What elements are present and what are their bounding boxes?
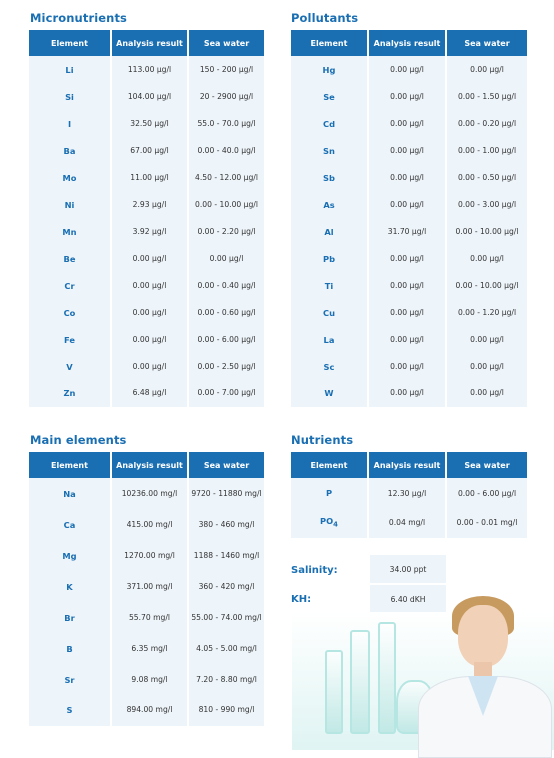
element-symbol-text: B [66,643,73,654]
analysis-result-cell: 9.08 mg/l [112,664,187,695]
table-row [29,218,264,245]
pollutants-table [289,30,529,407]
analysis-result-cell: 0.00 µg/l [112,353,187,380]
header-analysis-result: Analysis result [112,30,187,56]
table-row [29,245,264,272]
element-symbol [29,83,110,110]
element-symbol [291,380,367,407]
element-symbol-text: Sb [323,172,335,183]
analysis-result-cell: 0.00 µg/l [112,299,187,326]
element-symbol [29,137,110,164]
analysis-result-cell: 12.30 µg/l [369,478,445,508]
table-row [29,191,264,218]
sea-water-cell: 0.00 µg/l [447,326,527,353]
sea-water-cell: 380 - 460 mg/l [189,509,264,540]
element-symbol [291,353,367,380]
element-symbol [29,164,110,191]
table-row [291,56,527,83]
element-symbol [29,478,110,509]
element-subscript: 4 [333,520,338,529]
sea-water-cell: 0.00 - 0.01 mg/l [447,508,527,538]
element-symbol-text: S [66,704,73,715]
sea-water-cell: 0.00 - 0.60 µg/l [189,299,264,326]
table-row [291,299,527,326]
salinity-label: Salinity: [291,565,338,576]
sea-water-cell: 0.00 - 7.00 µg/l [189,380,264,407]
kh-label: KH: [291,594,312,605]
element-symbol-text: Be [63,253,76,264]
element-symbol [291,191,367,218]
analysis-result-cell: 0.00 µg/l [112,326,187,353]
element-symbol-text: Cd [322,118,336,129]
element-symbol-text: Li [65,64,74,75]
main-elements-title: Main elements [30,433,127,447]
element-symbol [291,245,367,272]
sea-water-cell: 4.50 - 12.00 µg/l [189,164,264,191]
sea-water-cell: 7.20 - 8.80 mg/l [189,664,264,695]
sea-water-cell: 0.00 - 0.50 µg/l [447,164,527,191]
analysis-result-cell: 55.70 mg/l [112,602,187,633]
element-symbol-text: Mn [62,226,77,237]
element-symbol-text: Ca [63,519,76,530]
table-row [29,695,264,726]
element-symbol-text: Fe [64,334,75,345]
sea-water-cell: 0.00 - 6.00 µg/l [447,478,527,508]
table-row [29,56,264,83]
analysis-result-cell: 3.92 µg/l [112,218,187,245]
header-analysis-result: Analysis result [369,452,445,478]
table-row [291,137,527,164]
test-tube-1 [325,650,343,734]
sea-water-cell: 55.0 - 70.0 µg/l [189,110,264,137]
sea-water-cell: 0.00 - 1.50 µg/l [447,83,527,110]
element-symbol [29,218,110,245]
element-symbol [29,664,110,695]
analysis-result-cell: 6.35 mg/l [112,633,187,664]
analysis-result-cell: 0.00 µg/l [369,83,445,110]
table-row [29,272,264,299]
element-symbol-text: Mg [62,550,77,561]
sea-water-cell: 0.00 µg/l [447,245,527,272]
element-symbol-text: Se [323,91,335,102]
element-symbol-text: Na [63,488,76,499]
element-symbol-text: Ba [63,145,76,156]
sea-water-cell: 0.00 - 6.00 µg/l [189,326,264,353]
analysis-result-cell: 0.00 µg/l [369,245,445,272]
element-symbol [291,272,367,299]
sea-water-cell: 20 - 2900 µg/l [189,83,264,110]
sea-water-cell: 0.00 µg/l [189,245,264,272]
salinity-value: 34.00 ppt [370,555,446,583]
table-row [291,380,527,407]
element-symbol-text: K [66,581,73,592]
element-symbol-text: I [67,118,72,129]
analysis-result-cell: 0.00 µg/l [369,164,445,191]
element-symbol-text: Zn [63,387,76,398]
table-row [29,326,264,353]
header-element: Element [291,30,367,56]
header-sea-water: Sea water [189,452,264,478]
element-symbol-text: As [323,199,335,210]
element-symbol-text: Sn [323,145,335,156]
analysis-result-cell: 0.00 µg/l [369,137,445,164]
sea-water-cell: 55.00 - 74.00 mg/l [189,602,264,633]
micronutrients-title: Micronutrients [30,11,127,25]
header-analysis-result: Analysis result [369,30,445,56]
table-row [291,272,527,299]
table-row [29,478,264,509]
element-symbol [29,633,110,664]
analysis-result-cell: 113.00 µg/l [112,56,187,83]
table-row [29,299,264,326]
element-symbol [291,218,367,245]
analysis-result-cell: 10236.00 mg/l [112,478,187,509]
element-symbol [29,299,110,326]
table-row [29,664,264,695]
table-row [29,164,264,191]
sea-water-cell: 0.00 - 40.0 µg/l [189,137,264,164]
table-row [291,353,527,380]
element-symbol-text: W [324,387,334,398]
main-elements-table [27,452,266,726]
analysis-result-cell: 415.00 mg/l [112,509,187,540]
header-analysis-result: Analysis result [112,452,187,478]
sea-water-cell: 0.00 - 10.00 µg/l [189,191,264,218]
table-row [29,509,264,540]
table-row [291,218,527,245]
table-row [29,83,264,110]
element-symbol-text: Mo [62,172,77,183]
sea-water-cell: 0.00 - 10.00 µg/l [447,272,527,299]
table-row [29,540,264,571]
element-symbol [29,540,110,571]
analysis-result-cell: 6.48 µg/l [112,380,187,407]
element-symbol-text: P [325,488,333,498]
sea-water-cell: 4.05 - 5.00 mg/l [189,633,264,664]
element-symbol-text: Ti [324,280,334,291]
table-row [291,164,527,191]
nutrients-title: Nutrients [291,433,354,447]
header-sea-water: Sea water [447,30,527,56]
sea-water-cell: 0.00 - 0.40 µg/l [189,272,264,299]
analysis-result-cell: 894.00 mg/l [112,695,187,726]
header-sea-water: Sea water [189,30,264,56]
sea-water-cell: 0.00 - 1.00 µg/l [447,137,527,164]
element-symbol [291,110,367,137]
analysis-result-cell: 0.00 µg/l [369,110,445,137]
analysis-result-cell: 104.00 µg/l [112,83,187,110]
analysis-result-cell: 32.50 µg/l [112,110,187,137]
table-row [29,602,264,633]
analysis-result-cell: 0.00 µg/l [369,299,445,326]
element-symbol [29,272,110,299]
analysis-result-cell: 0.00 µg/l [369,191,445,218]
header-element: Element [29,30,110,56]
sea-water-cell: 150 - 200 µg/l [189,56,264,83]
sea-water-cell: 810 - 990 mg/l [189,695,264,726]
element-symbol-text: Sc [323,361,335,372]
analysis-result-cell: 0.00 µg/l [369,272,445,299]
header-sea-water: Sea water [447,452,527,478]
sea-water-cell: 0.00 - 10.00 µg/l [447,218,527,245]
table-row [291,508,527,538]
element-symbol [291,508,367,538]
scientist-face [458,605,508,667]
analysis-result-cell: 0.04 mg/l [369,508,445,538]
sea-water-cell: 0.00 - 3.00 µg/l [447,191,527,218]
pollutants-title: Pollutants [291,11,359,25]
analysis-result-cell: 0.00 µg/l [112,245,187,272]
element-symbol [29,509,110,540]
element-symbol-text: Cu [323,307,335,318]
element-symbol [29,353,110,380]
element-symbol [291,137,367,164]
analysis-result-cell: 0.00 µg/l [369,353,445,380]
element-symbol [29,110,110,137]
sea-water-cell: 360 - 420 mg/l [189,571,264,602]
sea-water-cell: 1188 - 1460 mg/l [189,540,264,571]
analysis-result-cell: 0.00 µg/l [112,272,187,299]
element-symbol [29,571,110,602]
table-row [291,191,527,218]
element-symbol-text: Cr [64,280,75,291]
header-element: Element [29,452,110,478]
table-row [291,83,527,110]
element-symbol-text: Pb [322,253,336,264]
table-row [291,478,527,508]
sea-water-cell: 0.00 - 2.50 µg/l [189,353,264,380]
analysis-result-cell: 371.00 mg/l [112,571,187,602]
element-symbol-text: Co [63,307,76,318]
element-symbol [29,602,110,633]
sea-water-cell: 0.00 - 1.20 µg/l [447,299,527,326]
element-symbol [29,326,110,353]
table-row [291,110,527,137]
element-symbol [291,164,367,191]
table-row [291,326,527,353]
sea-water-cell: 0.00 µg/l [447,380,527,407]
element-symbol-text: Si [65,91,74,102]
analysis-result-cell: 2.93 µg/l [112,191,187,218]
table-row [29,633,264,664]
sea-water-cell: 0.00 - 0.20 µg/l [447,110,527,137]
element-symbol-text: Hg [322,64,336,75]
sea-water-cell: 0.00 µg/l [447,353,527,380]
element-symbol [291,326,367,353]
test-tube-3 [378,622,396,734]
element-symbol [291,83,367,110]
analysis-result-cell: 0.00 µg/l [369,380,445,407]
element-symbol [29,191,110,218]
element-symbol [291,478,367,508]
table-row [29,110,264,137]
element-symbol [29,56,110,83]
element-symbol-text: Br [64,612,75,623]
element-symbol-text: V [66,361,73,372]
element-symbol-text: Al [324,226,334,237]
element-symbol-text: Ni [64,199,75,210]
element-symbol-text: PO [320,515,334,526]
element-symbol [29,245,110,272]
sea-water-cell: 0.00 - 2.20 µg/l [189,218,264,245]
element-symbol-text: La [323,334,335,345]
element-symbol [291,56,367,83]
table-row [29,353,264,380]
nutrients-table [289,452,529,538]
element-symbol [29,695,110,726]
table-row [29,380,264,407]
header-element: Element [291,452,367,478]
table-row [29,137,264,164]
analysis-result-cell: 0.00 µg/l [369,56,445,83]
test-tube-2 [350,630,370,734]
analysis-result-cell: 1270.00 mg/l [112,540,187,571]
element-symbol-text: Sr [64,674,75,685]
analysis-result-cell: 67.00 µg/l [112,137,187,164]
table-row [291,245,527,272]
sea-water-cell: 0.00 µg/l [447,56,527,83]
kh-value: 6.40 dKH [370,585,446,613]
micronutrients-table [27,30,266,407]
element-symbol [29,380,110,407]
analysis-result-cell: 31.70 µg/l [369,218,445,245]
analysis-result-cell: 0.00 µg/l [369,326,445,353]
element-symbol [291,299,367,326]
analysis-result-cell: 11.00 µg/l [112,164,187,191]
sea-water-cell: 9720 - 11880 mg/l [189,478,264,509]
table-row [29,571,264,602]
